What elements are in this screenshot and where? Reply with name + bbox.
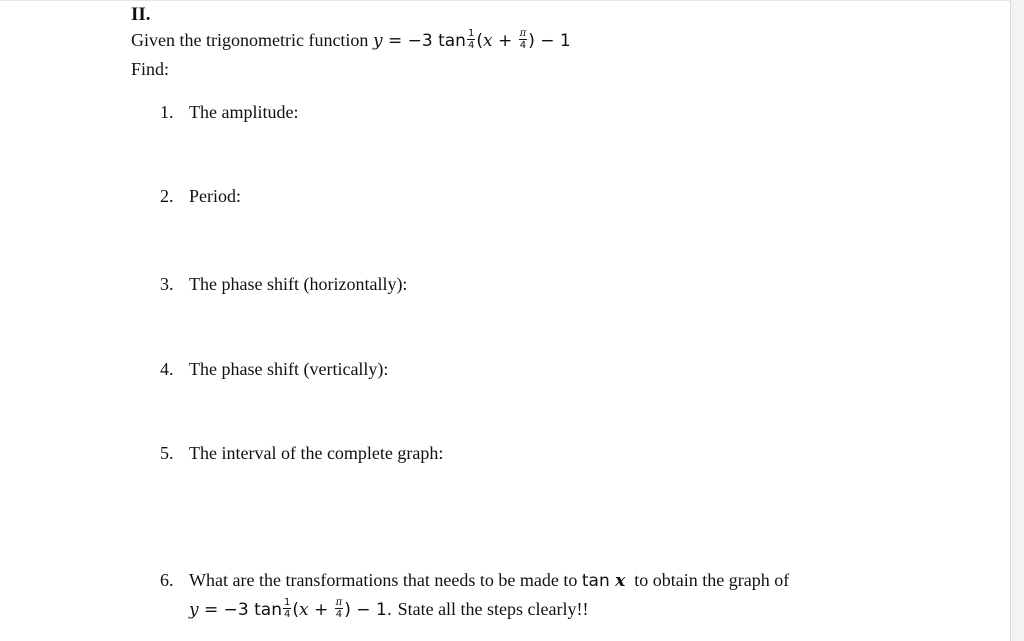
- question-4: 4. The phase shift (vertically):: [160, 359, 389, 379]
- eq-equals: =: [387, 31, 403, 51]
- eq-x: x: [482, 31, 493, 51]
- eq-tail: − 1: [540, 31, 571, 51]
- find-label: Find:: [131, 59, 170, 79]
- given-statement: [131, 27, 571, 52]
- eq-y: y: [372, 31, 383, 51]
- tan-x-expression: tan x: [581, 571, 626, 591]
- question-1: 1. The amplitude:: [160, 102, 299, 122]
- eq-frac-pi-fourth: $\frac{\pi}{4}$: [519, 27, 527, 51]
- function-equation: y = −3 tan $\frac{1}{4}$ (x + $\frac{\pi}{4}$ ) − 1: [372, 27, 571, 51]
- question-3: 3. The phase shift (horizontally):: [160, 274, 408, 294]
- eq-coef: −3 tan: [407, 31, 466, 51]
- question-5: 5. The interval of the complete graph:: [160, 443, 444, 463]
- question-6: 6. What are the transformations that needs to be made to tan x to obtain the graph of: [160, 570, 790, 591]
- q6-instruction: State all the steps clearly!!: [397, 599, 589, 619]
- question-6-line-2: [189, 596, 589, 621]
- q6-equation: y = −3 tan $\frac{1}{4}$ (x + $\frac{\pi}{4}$ ) − 1.: [189, 596, 393, 620]
- eq-frac-one-fourth: $\frac{1}{4}$: [467, 27, 475, 51]
- section-label: II.: [131, 4, 151, 25]
- question-2: 2. Period:: [160, 186, 241, 206]
- given-text: Given the trigonometric function: [131, 30, 369, 50]
